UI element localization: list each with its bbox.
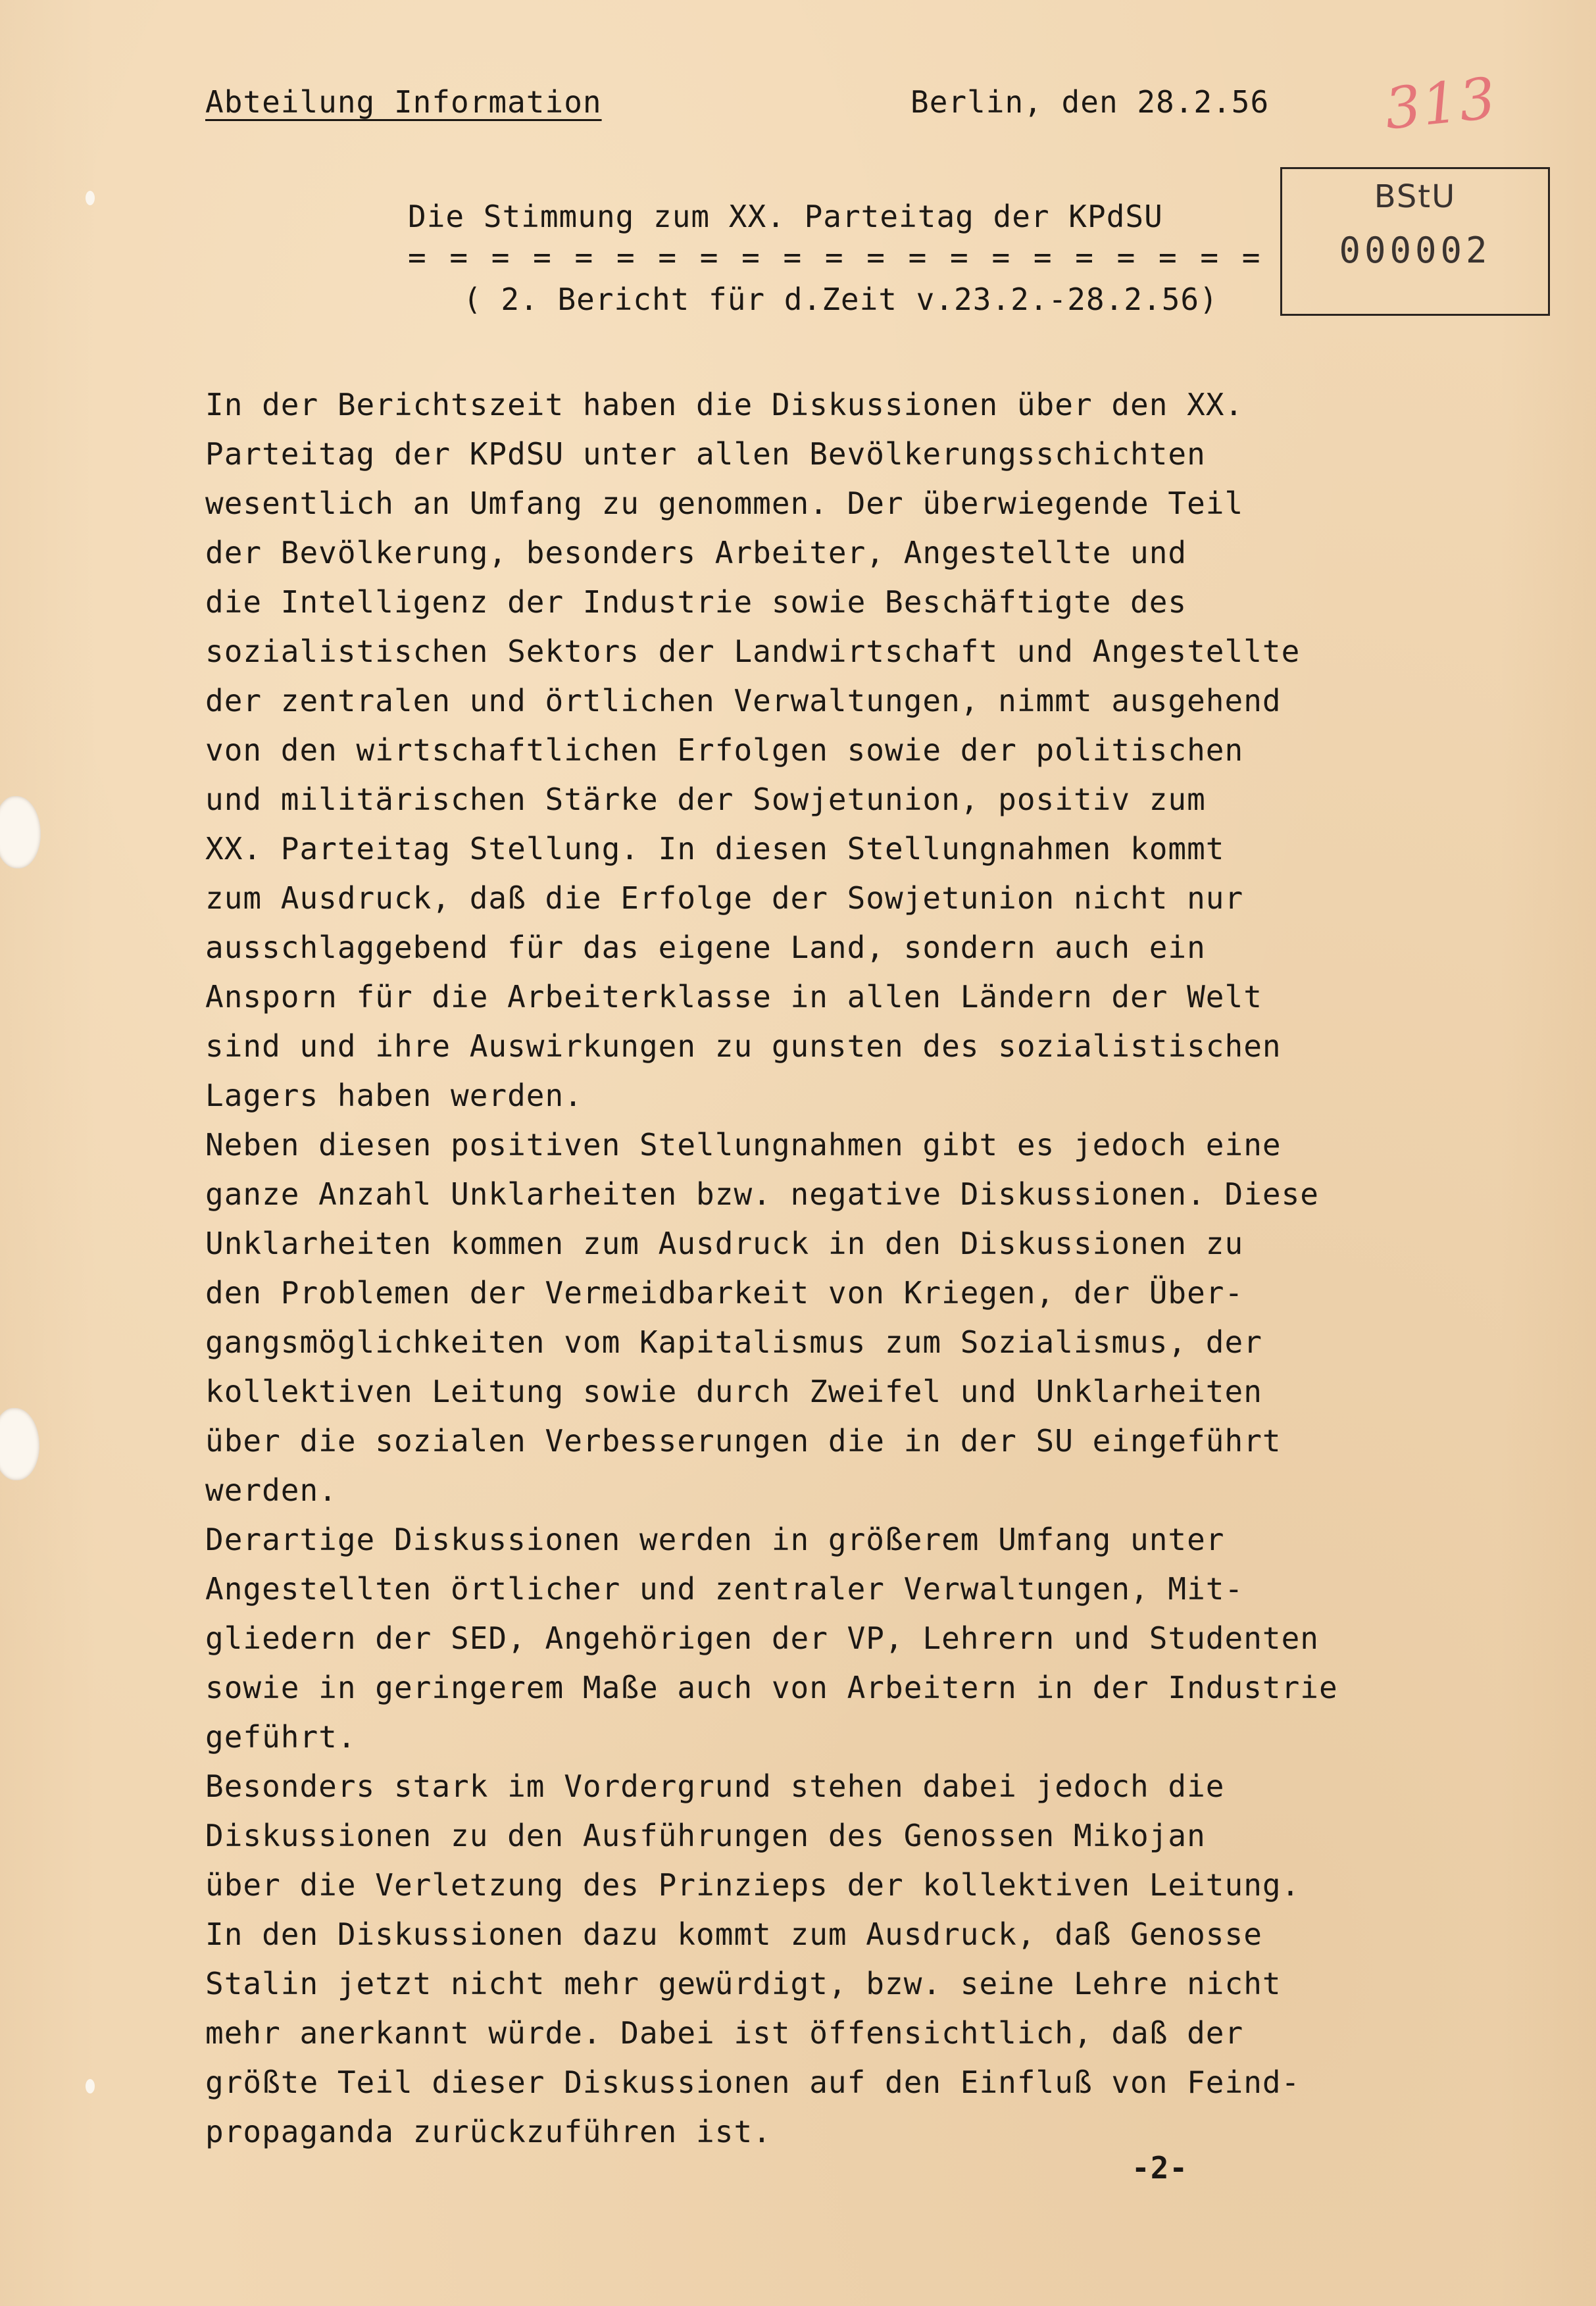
report-body: [205, 380, 1455, 2157]
body-line: In der Berichtszeit haben die Diskussionen über den XX.: [205, 387, 1244, 422]
body-line: gangsmöglichkeiten vom Kapitalismus zum Sozialismus, der: [205, 1324, 1262, 1360]
body-line: Neben diesen positiven Stellungnahmen gibt es jedoch eine: [205, 1127, 1282, 1163]
body-line: den Problemen der Vermeidbarkeit von Kriegen, der Über-: [205, 1275, 1244, 1311]
body-line: über die Verletzung des Prinzieps der kollektiven Leitung.: [205, 1867, 1301, 1903]
body-line: sozialistischen Sektors der Landwirtschaft und Angestellte: [205, 634, 1301, 669]
body-line: der zentralen und örtlichen Verwaltungen, nimmt ausgehend: [205, 683, 1282, 718]
body-line: wesentlich an Umfang zu genommen. Der überwiegende Teil: [205, 486, 1244, 521]
place-date: Berlin, den 28.2.56: [910, 84, 1270, 120]
body-line: und militärischen Stärke der Sowjetunion, positiv zum: [205, 782, 1206, 817]
body-line: Derartige Diskussionen werden in größerem Umfang unter: [205, 1522, 1225, 1557]
body-line: Stalin jetzt nicht mehr gewürdigt, bzw. seine Lehre nicht: [205, 1966, 1282, 2001]
department-heading: Abteilung Information: [205, 84, 602, 120]
body-line: propaganda zurückzuführen ist.: [205, 2114, 772, 2149]
body-line: Parteitag der KPdSU unter allen Bevölkerungsschichten: [205, 436, 1206, 472]
punch-hole: [0, 1408, 39, 1480]
stamp-number: 000002: [1339, 230, 1491, 271]
body-line: Diskussionen zu den Ausführungen des Genossen Mikojan: [205, 1818, 1206, 1853]
body-line: von den wirtschaftlichen Erfolgen sowie der politischen: [205, 732, 1244, 768]
body-line: geführt.: [205, 1719, 357, 1755]
body-line: der Bevölkerung, besonders Arbeiter, Angestellte und: [205, 535, 1187, 570]
body-line: mehr anerkannt würde. Dabei ist öffensichtlich, daß der: [205, 2015, 1244, 2051]
body-line: In den Diskussionen dazu kommt zum Ausdruck, daß Genosse: [205, 1917, 1262, 1952]
body-line: ganze Anzahl Unklarheiten bzw. negative Diskussionen. Diese: [205, 1176, 1319, 1212]
body-line: kollektiven Leitung sowie durch Zweifel und Unklarheiten: [205, 1374, 1262, 1409]
body-line: Besonders stark im Vordergrund stehen dabei jedoch die: [205, 1768, 1225, 1804]
body-line: die Intelligenz der Industrie sowie Beschäftigte des: [205, 584, 1187, 620]
body-line: zum Ausdruck, daß die Erfolge der Sowjetunion nicht nur: [205, 880, 1244, 916]
body-line: werden.: [205, 1472, 337, 1508]
paper-damage-mark: [86, 2079, 95, 2093]
archive-stamp: [1280, 167, 1550, 316]
body-line: Unklarheiten kommen zum Ausdruck in den Diskussionen zu: [205, 1226, 1244, 1261]
body-line: Lagers haben werden.: [205, 1078, 583, 1113]
body-line: sowie in geringerem Maße auch von Arbeitern in der Industrie: [205, 1670, 1338, 1705]
body-line: über die sozialen Verbesserungen die in der SU eingeführt: [205, 1423, 1282, 1459]
handwritten-page-number: 313: [1382, 65, 1500, 143]
body-line: Ansporn für die Arbeiterklasse in allen Ländern der Welt: [205, 979, 1262, 1015]
report-subtitle: ( 2. Bericht für d.Zeit v.23.2.-28.2.56): [463, 282, 1218, 317]
body-line: XX. Parteitag Stellung. In diesen Stellungnahmen kommt: [205, 831, 1225, 866]
body-line: gliedern der SED, Angehörigen der VP, Lehrern und Studenten: [205, 1620, 1319, 1656]
paper-damage-mark: [86, 191, 95, 205]
body-line: sind und ihre Auswirkungen zu gunsten des sozialistischen: [205, 1028, 1282, 1064]
title-underline-rule: = = = = = = = = = = = = = = = = = = = = =: [408, 239, 1263, 275]
punch-hole: [0, 796, 41, 868]
body-line: ausschlaggebend für das eigene Land, sondern auch ein: [205, 930, 1206, 965]
body-line: Angestellten örtlicher und zentraler Verwaltungen, Mit-: [205, 1571, 1244, 1607]
report-title: Die Stimmung zum XX. Parteitag der KPdSU: [408, 199, 1163, 234]
body-line: größte Teil dieser Diskussionen auf den Einfluß von Feind-: [205, 2065, 1301, 2100]
stamp-label: BStU: [1374, 178, 1457, 215]
next-page-indicator: -2-: [1132, 2150, 1189, 2186]
